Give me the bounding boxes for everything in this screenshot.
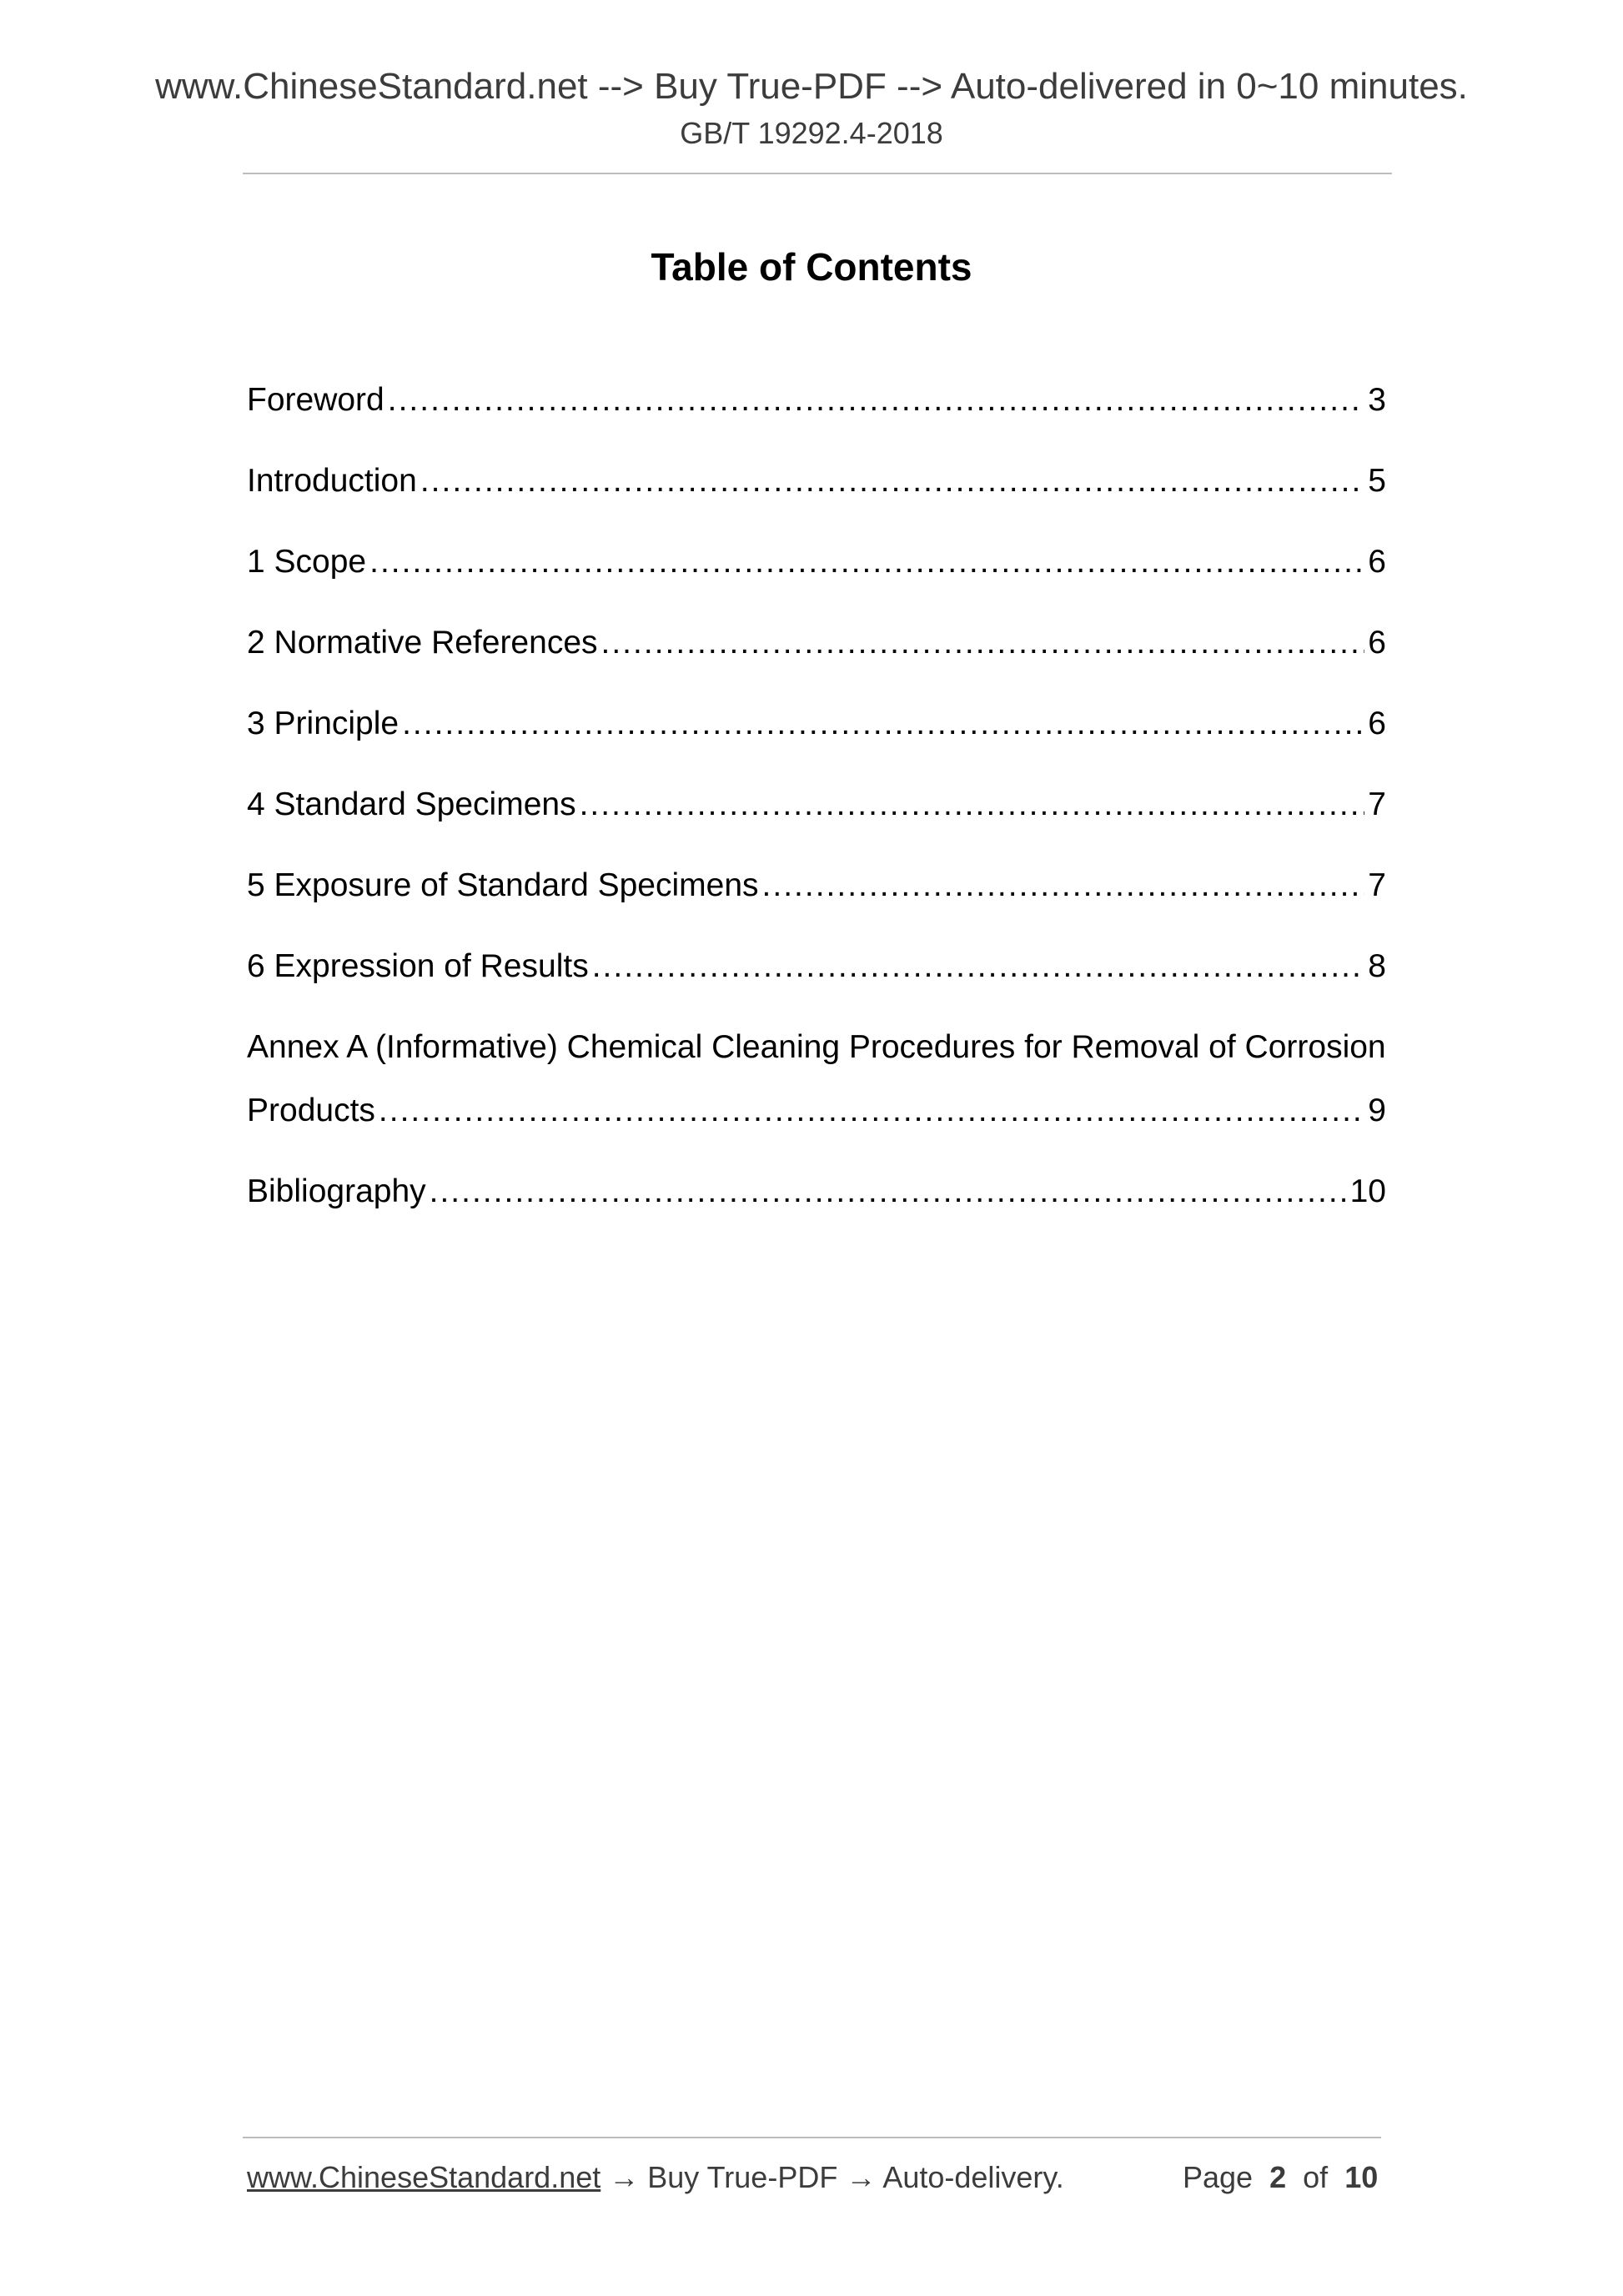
footer-divider — [243, 2137, 1381, 2138]
toc-leader-dots — [379, 1090, 1364, 1132]
toc-entry-page: 5 — [1368, 463, 1386, 499]
footer-site-link[interactable]: www.ChineseStandard.net — [247, 2160, 601, 2194]
toc-entry-label: Foreword — [247, 382, 384, 418]
toc-entry-normative-references[interactable] — [247, 622, 1386, 664]
header-divider — [243, 173, 1392, 174]
toc-entry-label: Bibliography — [247, 1173, 426, 1209]
toc-leader-dots — [430, 1171, 1347, 1213]
toc-entry-exposure[interactable] — [247, 865, 1386, 907]
toc-entry-label: 4 Standard Specimens — [247, 786, 576, 822]
footer-promo-text: → Buy True-PDF → Auto-delivery. — [600, 2160, 1064, 2194]
toc-leader-dots — [402, 703, 1364, 745]
page-current: 2 — [1269, 2160, 1287, 2194]
toc-entry-label: 1 Scope — [247, 544, 367, 580]
standard-number: GB/T 19292.4-2018 — [680, 116, 943, 150]
toc-leader-dots — [388, 379, 1365, 421]
toc-entry-page: 6 — [1368, 706, 1386, 741]
toc-entry-principle[interactable] — [247, 703, 1386, 745]
toc-entry-label: 5 Exposure of Standard Specimens — [247, 867, 759, 903]
toc-entry-page: 6 — [1368, 625, 1386, 661]
page-total: 10 — [1344, 2160, 1379, 2194]
toc-entry-standard-specimens[interactable] — [247, 784, 1386, 826]
toc-leader-dots — [580, 784, 1365, 826]
toc-entry-label: 2 Normative References — [247, 625, 598, 661]
toc-leader-dots — [592, 946, 1365, 987]
toc-entry-label: 6 Expression of Results — [247, 948, 589, 984]
toc-leader-dots — [420, 460, 1364, 502]
toc-entry-scope[interactable] — [247, 541, 1386, 583]
toc-title: Table of Contents — [651, 245, 972, 289]
header-promo-text: www.ChineseStandard.net --> Buy True-PDF --> Auto-delivered in 0~10 minutes. — [155, 66, 1468, 107]
toc-entry-bibliography[interactable] — [247, 1171, 1386, 1213]
page-word: Page — [1183, 2160, 1254, 2194]
toc-entry-expression-of-results[interactable] — [247, 946, 1386, 987]
toc-entry-page: 9 — [1368, 1093, 1386, 1128]
toc-entry-foreword[interactable] — [247, 379, 1386, 421]
toc-entry-page: 7 — [1368, 867, 1386, 903]
toc-entry-page: 10 — [1349, 1173, 1386, 1209]
toc-leader-dots — [762, 865, 1365, 907]
toc-leader-dots — [601, 622, 1365, 664]
toc-entry-page: 3 — [1368, 382, 1386, 418]
toc-entry-page: 8 — [1368, 948, 1386, 984]
toc-entry-introduction[interactable] — [247, 460, 1386, 502]
toc-entry-label: Introduction — [247, 463, 417, 499]
toc-entry-annex-a[interactable] — [247, 1090, 1386, 1132]
toc-entry-page: 7 — [1368, 786, 1386, 822]
of-word: of — [1303, 2160, 1329, 2194]
toc-entry-page: 6 — [1368, 544, 1386, 580]
toc-leader-dots — [369, 541, 1364, 583]
toc-entry-label: Products — [247, 1093, 375, 1128]
page-counter — [1183, 2158, 1378, 2197]
footer-promo — [247, 2158, 1064, 2197]
toc-entry-annex-a-line1[interactable]: Annex A (Informative) Chemical Cleaning Procedures for Removal of Corrosion — [247, 1029, 1386, 1065]
toc-entry-label: 3 Principle — [247, 706, 399, 741]
